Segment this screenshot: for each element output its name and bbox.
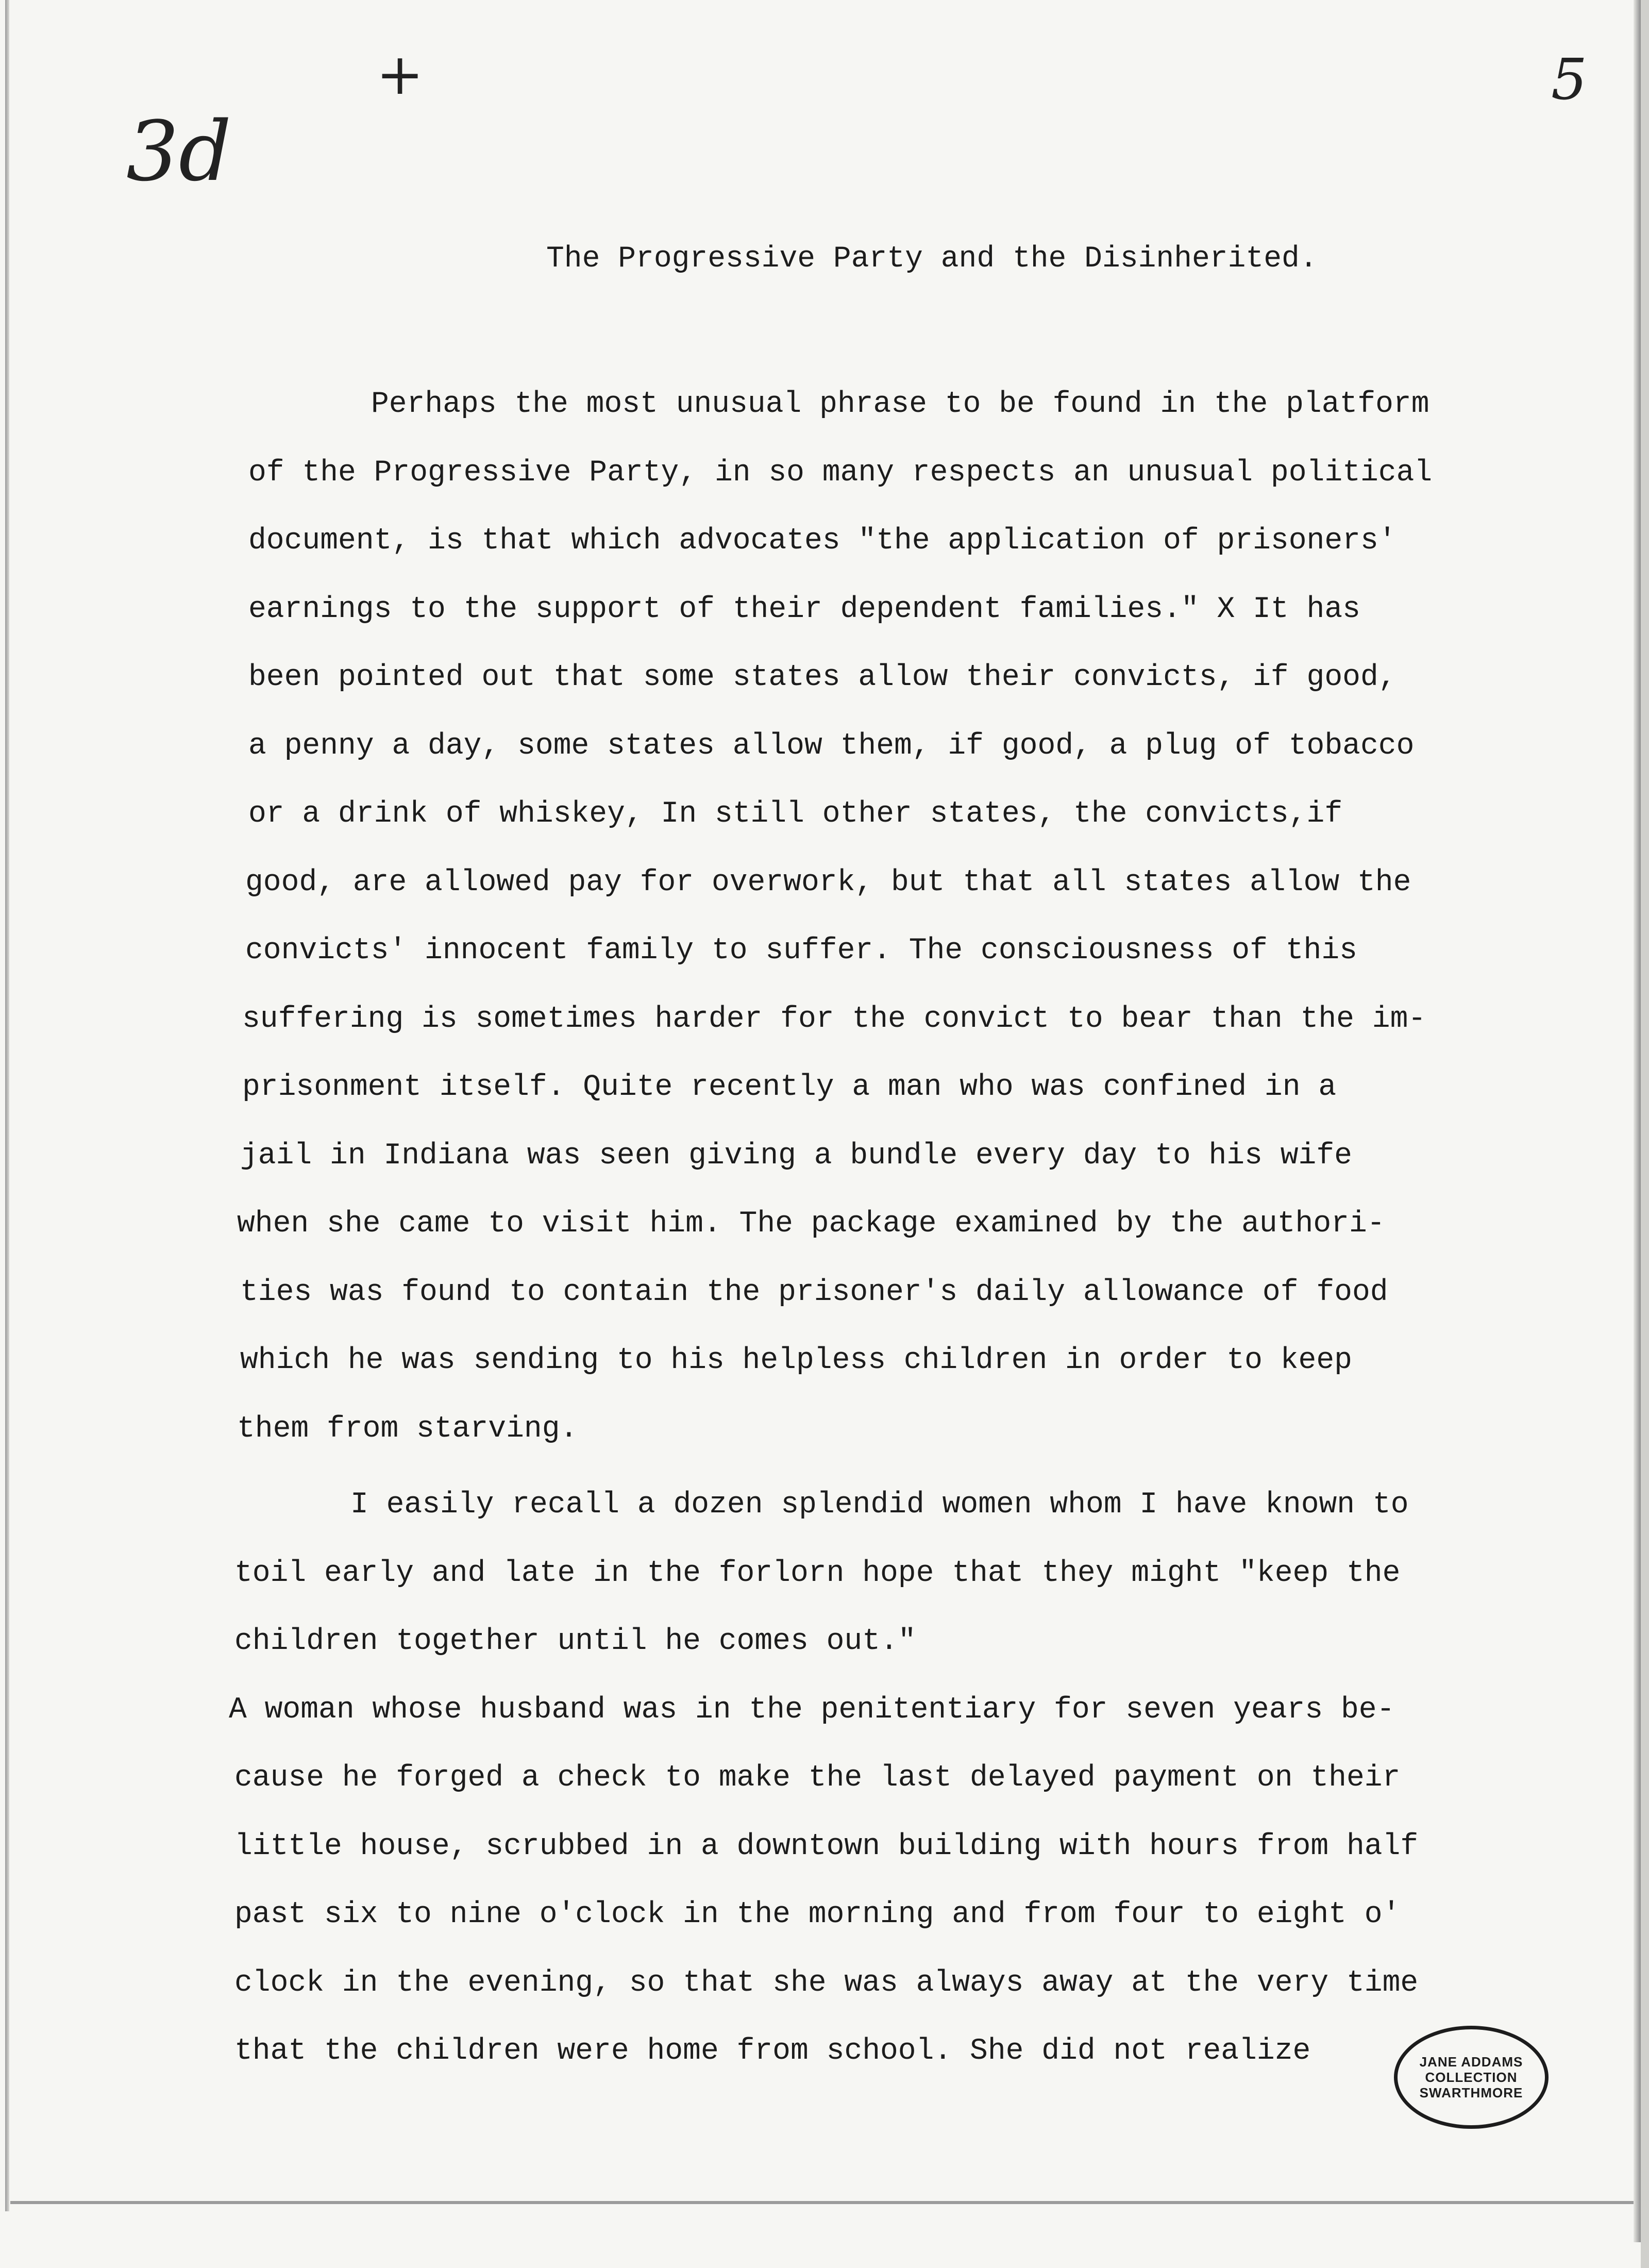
text-line-18: toil early and late in the forlorn hope that they might "keep the: [234, 1557, 1401, 1590]
text-line-2: of the Progressive Party, in so many respects an unusual political: [248, 456, 1433, 490]
text-line-15: which he was sending to his helpless children in order to keep: [240, 1344, 1352, 1377]
text-line-6: a penny a day, some states allow them, if good, a plug of tobacco: [248, 729, 1415, 763]
sheet-bottom-edge: [10, 2201, 1634, 2204]
text-line-12: jail in Indiana was seen giving a bundle every day to his wife: [240, 1139, 1352, 1173]
handwritten-page-number: 3d: [126, 103, 232, 199]
text-line-7: or a drink of whiskey, In still other states, the convicts,if: [248, 797, 1343, 831]
collection-stamp: [1394, 2026, 1549, 2129]
sheet-left-edge: [5, 0, 9, 2211]
text-line-10: suffering is sometimes harder for the convict to bear than the im-: [242, 1003, 1426, 1036]
text-line-20: A woman whose husband was in the penitentiary for seven years be-: [229, 1693, 1395, 1727]
text-line-8: good, are allowed pay for overwork, but that all states allow the: [245, 866, 1411, 899]
handwritten-cross-mark: +: [376, 41, 424, 107]
text-line-19: children together until he comes out.": [234, 1625, 916, 1658]
text-line-23: past six to nine o'clock in the morning and from four to eight o': [234, 1898, 1401, 1931]
stamp-line-2: COLLECTION: [1425, 2070, 1518, 2085]
text-line-17: I easily recall a dozen splendid women whom I have known to: [350, 1488, 1409, 1522]
text-line-9: convicts' innocent family to suffer. The consciousness of this: [245, 934, 1357, 968]
text-line-16: them from starving.: [237, 1412, 578, 1446]
text-line-22: little house, scrubbed in a downtown building with hours from half: [234, 1830, 1419, 1863]
text-line-25: that the children were home from school. She did not realize: [234, 2034, 1311, 2068]
text-line-11: prisonment itself. Quite recently a man who was confined in a: [242, 1071, 1337, 1104]
handwritten-corner-mark: 5: [1551, 46, 1587, 112]
text-line-4: earnings to the support of their dependent families." X It has: [248, 593, 1360, 626]
stamp-line-3: SWARTHMORE: [1419, 2085, 1523, 2100]
sheet-right-edge: [1634, 0, 1641, 2242]
text-line-1: Perhaps the most unusual phrase to be found in the platform: [371, 388, 1429, 421]
text-line-5: been pointed out that some states allow their convicts, if good,: [248, 661, 1396, 694]
stamp-line-1: JANE ADDAMS: [1419, 2054, 1523, 2070]
text-line-21: cause he forged a check to make the last delayed payment on their: [234, 1761, 1401, 1795]
text-line-3: document, is that which advocates "the application of prisoners': [248, 524, 1396, 558]
text-line-13: when she came to visit him. The package examined by the authori-: [237, 1207, 1385, 1241]
text-line-14: ties was found to contain the prisoner's daily allowance of food: [240, 1276, 1388, 1309]
scan-border: [1641, 0, 1649, 2268]
text-line-24: clock in the evening, so that she was always away at the very time: [234, 1966, 1419, 2000]
document-title: The Progressive Party and the Disinherited.: [546, 242, 1318, 276]
